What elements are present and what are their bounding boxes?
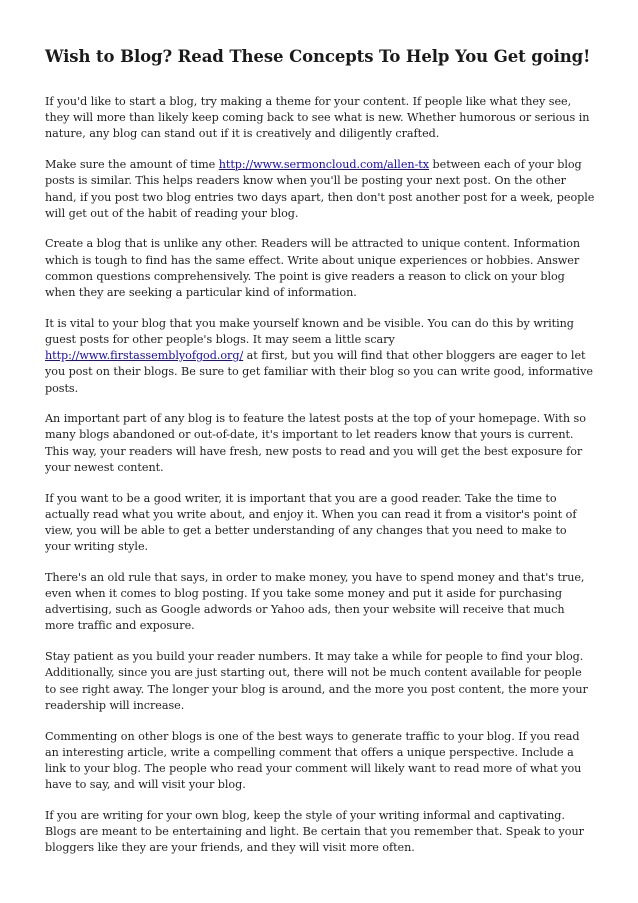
paragraph-theme: [45, 94, 595, 143]
paragraph-guest-posts: [45, 316, 595, 397]
paragraph-text: There's an old rule that says, in order to make money, you have to spend money and that's true, even when it comes to blog posting. If you take some money and put it aside for purchasing advertising, such as Google adwords or Yahoo ads, then your website will receive that much more traffic and exposure.: [45, 570, 585, 633]
document-page: [45, 46, 595, 871]
paragraph-latest-posts: [45, 411, 595, 476]
paragraph-text: Create a blog that is unlike any other. Readers will be attracted to unique content. Information which is tough to find has the same effect. Write about unique experiences or hobbies. Answer common questions comprehensively. The point is give readers a reason to click on your blog when they are seeking a particular kind of information.: [45, 237, 581, 300]
paragraph-text: Make sure the amount of time: [45, 158, 219, 172]
paragraph-commenting: [45, 729, 595, 794]
paragraph-timing: [45, 157, 595, 222]
paragraph-style: [45, 808, 595, 857]
paragraph-text: Commenting on other blogs is one of the best ways to generate traffic to your blog. If you read an interesting article, write a compelling comment that offers a unique perspective. Include a link to your blog. The people who read your comment will likely want to read more of what you have to say, and will visit your blog.: [45, 729, 582, 792]
paragraph-unique: [45, 236, 595, 301]
paragraph-text: at first, but you will find that other bloggers are eager to let you post on their blogs. Be sure to get familiar with their blog so you can write good, informative posts.: [45, 349, 593, 395]
paragraph-text: If you'd like to start a blog, try making a theme for your content. If people like what they see, they will more than likely keep coming back to see what is new. Whether humorous or serious in nature, any blog can stand out if it is creatively and diligently crafted.: [45, 95, 590, 141]
paragraph-text: It is vital to your blog that you make yourself known and be visible. You can do this by writing guest posts for other people's blogs. It may seem a little scary: [45, 316, 574, 346]
paragraph-text: Stay patient as you build your reader numbers. It may take a while for people to find your blog. Additionally, since you are just starting out, there will not be much content available for people to see right away. The longer your blog is around, and the more you post content, the more your readership will increase.: [45, 650, 588, 712]
paragraph-text: If you are writing for your own blog, keep the style of your writing informal and captivating. Blogs are meant to be entertaining and light. Be certain that you remember that. Speak to your bloggers like they are your friends, and they will visit more often.: [45, 808, 584, 855]
document-title: Wish to Blog? Read These Concepts To Help You Get going!: [45, 47, 591, 66]
paragraph-text: An important part of any blog is to feature the latest posts at the top of your homepage. With so many blogs abandoned or out-of-date, it's important to let readers know that yours is current. This way, your readers will have fresh, new posts to read and you will get the best exposure for your newest content.: [45, 412, 586, 474]
firstassembly-link[interactable]: http://www.firstassemblyofgod.org/: [45, 349, 244, 363]
paragraph-good-reader: [45, 491, 595, 556]
paragraph-text: If you want to be a good writer, it is important that you are a good reader. Take the time to actually read what you write about, and enjoy it. When you can read it from a visitor's point of view, you will be able to get a better understanding of any changes that you need to make to your writing style.: [45, 491, 577, 554]
paragraph-patience: [45, 649, 595, 714]
paragraph-text: between each of your blog posts is similar. This helps readers know when you'll be posting your next post. On the other hand, if you post two blog entries two days apart, then don't post another post for a week, people will get out of the habit of reading your blog.: [45, 158, 595, 220]
paragraph-advertising: [45, 570, 595, 635]
sermoncloud-link[interactable]: http://www.sermoncloud.com/allen-tx: [218, 158, 429, 172]
